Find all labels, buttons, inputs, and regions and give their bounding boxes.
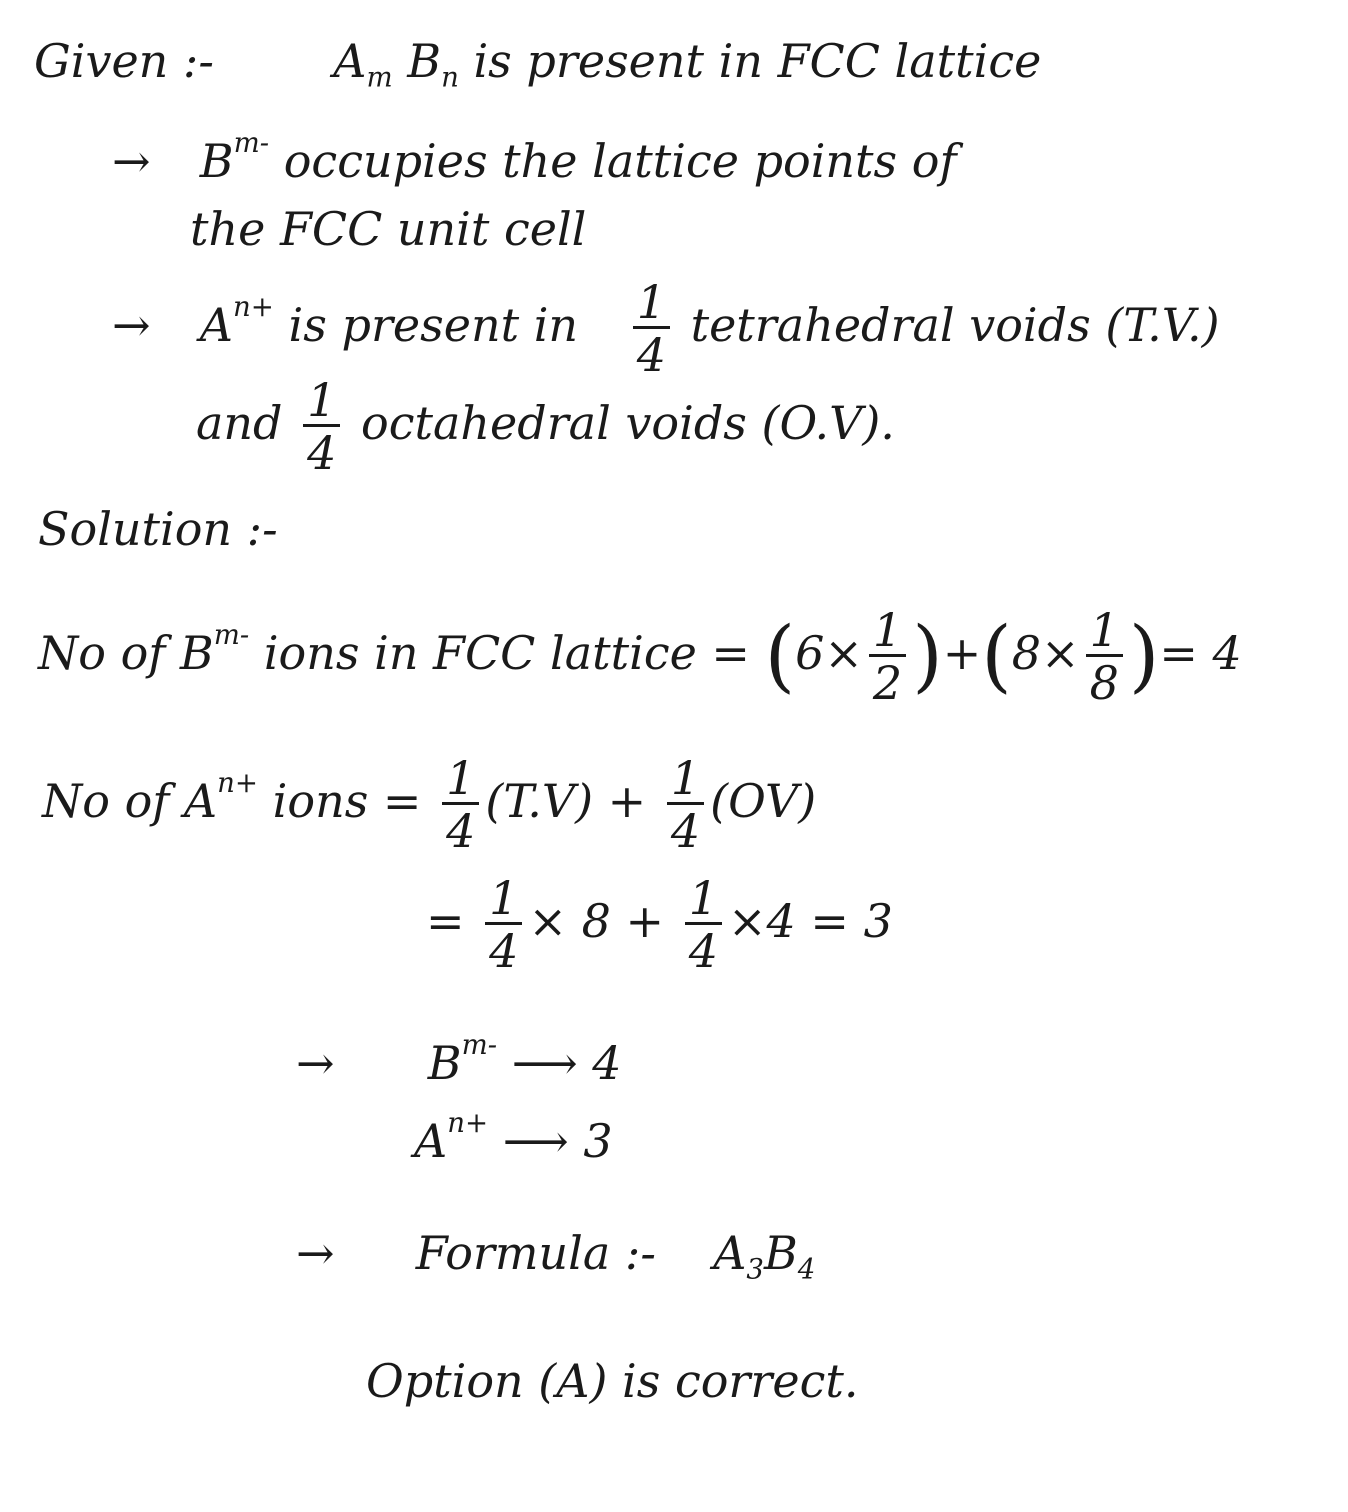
given-point-1-continued: the FCC unit cell bbox=[190, 202, 587, 256]
formula-result: $A_3B_4$ bbox=[713, 1226, 816, 1286]
given-label: Given :- bbox=[34, 34, 214, 88]
a-ion-count-line: No of $A^{n+}$ ions = $\frac{1}{4}$ (T.V) + $\frac{1}{4}$ (OV) bbox=[42, 751, 817, 859]
solution-label: Solution :- bbox=[38, 502, 278, 556]
given-point-2: → $A^{n+}$ is present in $\frac{1}{4}$ tetrahedral voids (T.V.) bbox=[112, 275, 1220, 383]
given-heading-line bbox=[34, 34, 1042, 94]
given-statement: $A_m$ $B_n$ is present in FCC lattice bbox=[333, 34, 1042, 94]
formula-line: → Formula :- $A_3B_4$ bbox=[296, 1226, 816, 1286]
given-point-2-continued: and $\frac{1}{4}$ octahedral voids (O.V). bbox=[196, 373, 895, 481]
arrow-icon: → bbox=[296, 1036, 335, 1090]
arrow-icon: → bbox=[112, 297, 151, 352]
a-ion-calculation-line: = $\frac{1}{4}$ × 8 + $\frac{1}{4}$ ×4 = 3 bbox=[426, 871, 893, 979]
fraction-one-eighth: $\frac{1}{8}$ bbox=[1086, 606, 1123, 708]
conclusion-text: Option (A) is correct. bbox=[366, 1354, 859, 1408]
fraction-one-quarter: $\frac{1}{4}$ bbox=[633, 278, 670, 380]
fraction-one-quarter: $\frac{1}{4}$ bbox=[303, 376, 340, 478]
arrow-icon: → bbox=[112, 134, 151, 188]
b-ion-count-line: No of $B^{m-}$ ions in FCC lattice = (6× $\frac{1}{2}$ )+(8× $\frac{1}{8}$ )= 4 bbox=[38, 603, 1242, 711]
fraction-one-quarter: $\frac{1}{4}$ bbox=[667, 754, 704, 856]
fraction-one-quarter: $\frac{1}{4}$ bbox=[685, 874, 722, 976]
given-point-1: → $B^{m-}$ occupies the lattice points of bbox=[112, 126, 957, 188]
fraction-one-quarter: $\frac{1}{4}$ bbox=[485, 874, 522, 976]
fraction-one-half: $\frac{1}{2}$ bbox=[869, 606, 906, 708]
a-ion-mapping: $A^{n+}$ ⟶ 3 bbox=[414, 1106, 613, 1168]
fraction-one-quarter: $\frac{1}{4}$ bbox=[442, 754, 479, 856]
arrow-icon: → bbox=[296, 1226, 335, 1280]
b-ion-mapping: → $B^{m-}$ ⟶ 4 bbox=[296, 1028, 622, 1090]
